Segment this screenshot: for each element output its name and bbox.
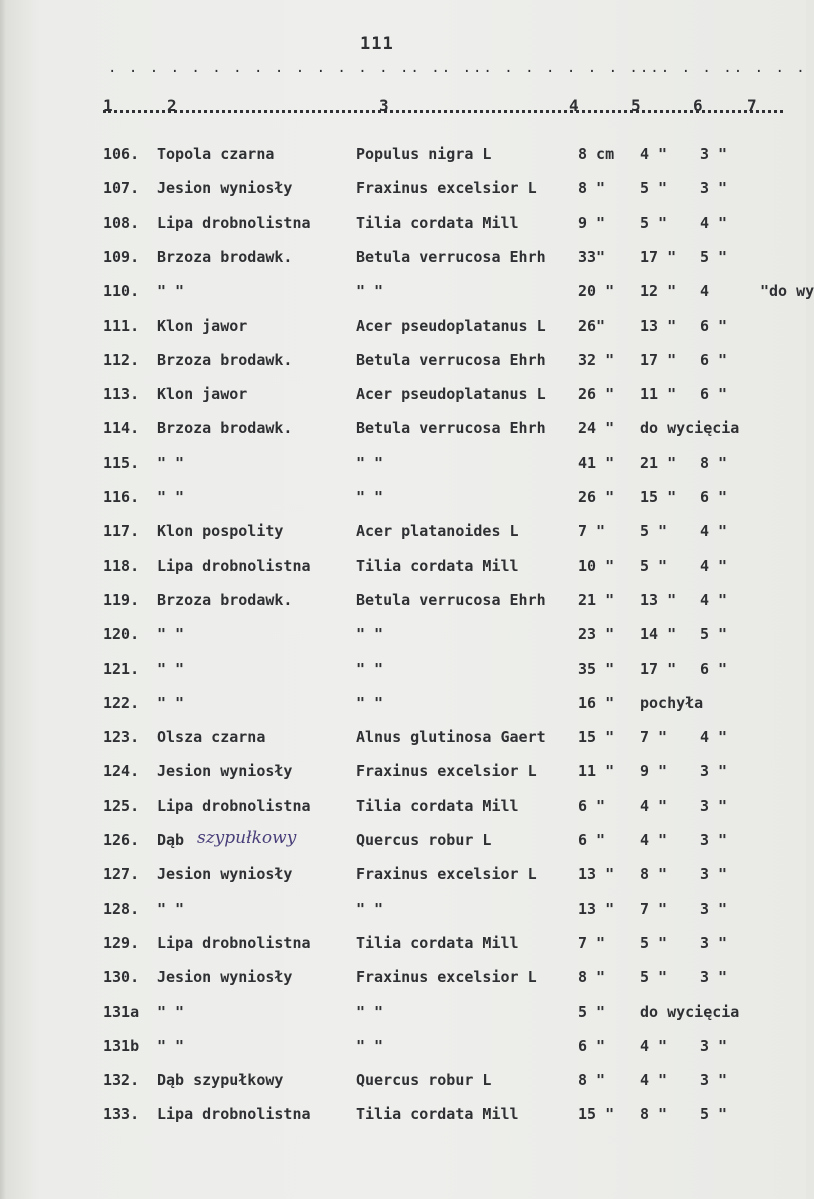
polish-name: " " bbox=[157, 625, 185, 644]
diameter-value: 32 " bbox=[578, 350, 615, 369]
crown-value: 3 " bbox=[700, 1036, 728, 1055]
polish-name: Brzoza brodawk. bbox=[157, 247, 293, 266]
table-row bbox=[0, 934, 806, 968]
diameter-value: 6 " bbox=[578, 796, 606, 815]
table-row bbox=[0, 1105, 806, 1139]
table-row bbox=[0, 351, 806, 385]
diameter-value: 26 " bbox=[578, 488, 615, 506]
latin-name: " " bbox=[356, 282, 384, 301]
diameter-value: 5 " bbox=[578, 1002, 606, 1021]
row-number: 130. bbox=[103, 968, 140, 987]
diameter-value: 6 " bbox=[578, 831, 606, 849]
header-dotted-line bbox=[103, 110, 783, 113]
row-number: 132. bbox=[103, 1071, 140, 1090]
height-value: 4 " bbox=[640, 1036, 668, 1055]
table-row bbox=[0, 419, 806, 453]
row-number: 129. bbox=[103, 933, 140, 952]
height-value: 13 " bbox=[640, 590, 677, 609]
diameter-value: 15 " bbox=[578, 1105, 615, 1124]
polish-name: Olsza czarna bbox=[157, 728, 266, 747]
polish-name: Lipa drobnolistna bbox=[157, 933, 311, 952]
latin-name: " " bbox=[356, 625, 384, 644]
row-number: 119. bbox=[103, 590, 140, 609]
latin-name: Quercus robur L bbox=[356, 831, 492, 849]
page-number: 111 bbox=[360, 34, 394, 54]
diameter-value: 26" bbox=[578, 316, 606, 335]
height-value: do wycięcia bbox=[640, 419, 740, 438]
polish-name: Brzoza brodawk. bbox=[157, 419, 293, 438]
column-number-1: 1 bbox=[103, 96, 113, 115]
height-value: pochyła bbox=[640, 693, 704, 712]
latin-name: " " bbox=[356, 693, 384, 712]
height-value: 14 " bbox=[640, 625, 677, 644]
note-value: "do wy bbox=[760, 282, 814, 301]
diameter-value: 7 " bbox=[578, 522, 606, 541]
table-row bbox=[0, 248, 806, 282]
table-row bbox=[0, 1037, 806, 1071]
height-value: 17 " bbox=[640, 247, 677, 266]
polish-name: Klon pospolity bbox=[157, 522, 284, 541]
height-value: 17 " bbox=[640, 350, 677, 369]
height-value: 5 " bbox=[640, 933, 668, 952]
crown-value: 4 " bbox=[700, 728, 728, 747]
height-value: 5 " bbox=[640, 522, 668, 541]
table-row bbox=[0, 488, 806, 522]
diameter-value: 7 " bbox=[578, 933, 606, 952]
latin-name: " " bbox=[356, 899, 384, 918]
latin-name: Betula verrucosa Ehrh bbox=[356, 590, 546, 609]
height-value: 7 " bbox=[640, 728, 668, 747]
polish-name: Jesion wyniosły bbox=[157, 968, 293, 987]
diameter-value: 20 " bbox=[578, 282, 615, 301]
header-dotted-rule: . . . . . . . . . . . . . . .. .. ... . . . . . . .... . . .. . . . bbox=[108, 60, 807, 76]
row-number: 128. bbox=[103, 899, 140, 918]
column-number-4: 4 bbox=[569, 96, 579, 115]
latin-name: Acer pseudoplatanus L bbox=[356, 385, 546, 404]
row-number: 109. bbox=[103, 247, 140, 266]
crown-value: 4 bbox=[700, 282, 710, 301]
column-number-2: 2 bbox=[167, 96, 177, 115]
table-row bbox=[0, 1071, 806, 1105]
table-row bbox=[0, 214, 806, 248]
table-row bbox=[0, 625, 806, 659]
table-row bbox=[0, 968, 806, 1002]
height-value: 4 " bbox=[640, 796, 668, 815]
column-number-6: 6 bbox=[693, 96, 703, 115]
row-number: 122. bbox=[103, 693, 140, 712]
height-value: 4 " bbox=[640, 1071, 668, 1090]
latin-name: Betula verrucosa Ehrh bbox=[356, 350, 546, 369]
latin-name: Tilia cordata Mill bbox=[356, 796, 519, 815]
height-value: 4 " bbox=[640, 145, 668, 163]
row-number: 114. bbox=[103, 419, 140, 438]
row-number: 131a bbox=[103, 1002, 140, 1021]
latin-name: Quercus robur L bbox=[356, 1071, 492, 1090]
crown-value: 3 " bbox=[700, 933, 728, 952]
column-number-5: 5 bbox=[631, 96, 641, 115]
crown-value: 5 " bbox=[700, 1105, 728, 1124]
height-value: 5 " bbox=[640, 213, 668, 232]
row-number: 117. bbox=[103, 522, 140, 541]
height-value: 5 " bbox=[640, 179, 668, 198]
table-row bbox=[0, 762, 806, 796]
diameter-value: 13 " bbox=[578, 865, 615, 884]
table-row bbox=[0, 454, 806, 488]
height-value: 15 " bbox=[640, 488, 677, 506]
polish-name: " " bbox=[157, 1036, 185, 1055]
diameter-value: 8 " bbox=[578, 968, 606, 987]
crown-value: 6 " bbox=[700, 659, 728, 678]
row-number: 111. bbox=[103, 316, 140, 335]
crown-value: 3 " bbox=[700, 796, 728, 815]
diameter-value: 21 " bbox=[578, 590, 615, 609]
crown-value: 3 " bbox=[700, 1071, 728, 1090]
polish-name: Lipa drobnolistna bbox=[157, 1105, 311, 1124]
diameter-value: 10 " bbox=[578, 556, 615, 575]
latin-name: Acer platanoides L bbox=[356, 522, 519, 541]
height-value: 12 " bbox=[640, 282, 677, 301]
table-row bbox=[0, 797, 806, 831]
height-value: 9 " bbox=[640, 762, 668, 781]
polish-name: Klon jawor bbox=[157, 385, 248, 404]
diameter-value: 8 " bbox=[578, 179, 606, 198]
latin-name: " " bbox=[356, 488, 384, 506]
crown-value: 3 " bbox=[700, 865, 728, 884]
crown-value: 3 " bbox=[700, 831, 728, 849]
row-number: 115. bbox=[103, 453, 140, 472]
latin-name: Populus nigra L bbox=[356, 145, 492, 163]
crown-value: 8 " bbox=[700, 453, 728, 472]
table-row bbox=[0, 660, 806, 694]
row-number: 118. bbox=[103, 556, 140, 575]
row-number: 126. bbox=[103, 831, 140, 849]
polish-name: Topola czarna bbox=[157, 145, 275, 163]
row-number: 133. bbox=[103, 1105, 140, 1124]
row-number: 121. bbox=[103, 659, 140, 678]
crown-value: 3 " bbox=[700, 899, 728, 918]
table-row bbox=[0, 900, 806, 934]
polish-name: " " bbox=[157, 659, 185, 678]
latin-name: " " bbox=[356, 1036, 384, 1055]
column-numbers-header bbox=[103, 96, 806, 126]
height-value: do wycięcia bbox=[640, 1002, 740, 1021]
diameter-value: 16 " bbox=[578, 693, 615, 712]
crown-value: 6 " bbox=[700, 488, 728, 506]
polish-name: Jesion wyniosły bbox=[157, 179, 293, 198]
table-row bbox=[0, 522, 806, 556]
row-number: 113. bbox=[103, 385, 140, 404]
row-number: 131b bbox=[103, 1036, 140, 1055]
polish-name: Dąb bbox=[157, 831, 185, 849]
latin-name: Tilia cordata Mill bbox=[356, 933, 519, 952]
polish-name: Jesion wyniosły bbox=[157, 865, 293, 884]
height-value: 13 " bbox=[640, 316, 677, 335]
diameter-value: 11 " bbox=[578, 762, 615, 781]
table-row bbox=[0, 179, 806, 213]
row-number: 125. bbox=[103, 796, 140, 815]
table-row bbox=[0, 385, 806, 419]
diameter-value: 15 " bbox=[578, 728, 615, 747]
crown-value: 6 " bbox=[700, 385, 728, 404]
polish-name: Lipa drobnolistna bbox=[157, 556, 311, 575]
latin-name: Fraxinus excelsior L bbox=[356, 762, 537, 781]
table-row bbox=[0, 557, 806, 591]
crown-value: 4 " bbox=[700, 213, 728, 232]
table-row bbox=[0, 317, 806, 351]
handwritten-annotation: szypułkowy bbox=[197, 828, 297, 848]
height-value: 7 " bbox=[640, 899, 668, 918]
diameter-value: 33" bbox=[578, 247, 606, 266]
polish-name: " " bbox=[157, 488, 185, 506]
diameter-value: 26 " bbox=[578, 385, 615, 404]
table-row bbox=[0, 828, 806, 865]
crown-value: 3 " bbox=[700, 179, 728, 198]
polish-name: Brzoza brodawk. bbox=[157, 590, 293, 609]
crown-value: 3 " bbox=[700, 968, 728, 987]
crown-value: 4 " bbox=[700, 590, 728, 609]
table-row bbox=[0, 728, 806, 762]
height-value: 11 " bbox=[640, 385, 677, 404]
table-row bbox=[0, 591, 806, 625]
latin-name: Fraxinus excelsior L bbox=[356, 179, 537, 198]
row-number: 107. bbox=[103, 179, 140, 198]
latin-name: Fraxinus excelsior L bbox=[356, 865, 537, 884]
latin-name: Acer pseudoplatanus L bbox=[356, 316, 546, 335]
diameter-value: 8 " bbox=[578, 1071, 606, 1090]
height-value: 4 " bbox=[640, 831, 668, 849]
height-value: 5 " bbox=[640, 556, 668, 575]
latin-name: " " bbox=[356, 659, 384, 678]
polish-name: Klon jawor bbox=[157, 316, 248, 335]
crown-value: 5 " bbox=[700, 247, 728, 266]
latin-name: Betula verrucosa Ehrh bbox=[356, 419, 546, 438]
crown-value: 4 " bbox=[700, 556, 728, 575]
latin-name: Alnus glutinosa Gaert bbox=[356, 728, 546, 747]
latin-name: Tilia cordata Mill bbox=[356, 1105, 519, 1124]
polish-name: " " bbox=[157, 453, 185, 472]
diameter-value: 41 " bbox=[578, 453, 615, 472]
latin-name: Tilia cordata Mill bbox=[356, 556, 519, 575]
table-row bbox=[0, 865, 806, 899]
row-number: 106. bbox=[103, 145, 140, 163]
height-value: 17 " bbox=[640, 659, 677, 678]
diameter-value: 6 " bbox=[578, 1036, 606, 1055]
row-number: 127. bbox=[103, 865, 140, 884]
polish-name: Brzoza brodawk. bbox=[157, 350, 293, 369]
latin-name: " " bbox=[356, 453, 384, 472]
row-number: 110. bbox=[103, 282, 140, 301]
polish-name: " " bbox=[157, 1002, 185, 1021]
table-row bbox=[0, 694, 806, 728]
row-number: 124. bbox=[103, 762, 140, 781]
crown-value: 3 " bbox=[700, 762, 728, 781]
crown-value: 4 " bbox=[700, 522, 728, 541]
row-number: 112. bbox=[103, 350, 140, 369]
diameter-value: 23 " bbox=[578, 625, 615, 644]
diameter-value: 35 " bbox=[578, 659, 615, 678]
polish-name: Dąb szypułkowy bbox=[157, 1071, 284, 1090]
latin-name: " " bbox=[356, 1002, 384, 1021]
diameter-value: 8 cm bbox=[578, 145, 615, 163]
height-value: 5 " bbox=[640, 968, 668, 987]
crown-value: 6 " bbox=[700, 316, 728, 335]
crown-value: 3 " bbox=[700, 145, 728, 163]
height-value: 8 " bbox=[640, 1105, 668, 1124]
height-value: 21 " bbox=[640, 453, 677, 472]
polish-name: " " bbox=[157, 282, 185, 301]
polish-name: Jesion wyniosły bbox=[157, 762, 293, 781]
polish-name: Lipa drobnolistna bbox=[157, 796, 311, 815]
diameter-value: 24 " bbox=[578, 419, 615, 438]
column-number-7: 7 bbox=[747, 96, 757, 115]
table-row bbox=[0, 282, 814, 316]
table-row bbox=[0, 145, 806, 179]
row-number: 116. bbox=[103, 488, 140, 506]
table-row bbox=[0, 1003, 806, 1037]
crown-value: 5 " bbox=[700, 625, 728, 644]
row-number: 120. bbox=[103, 625, 140, 644]
crown-value: 6 " bbox=[700, 350, 728, 369]
height-value: 8 " bbox=[640, 865, 668, 884]
polish-name: " " bbox=[157, 899, 185, 918]
row-number: 108. bbox=[103, 213, 140, 232]
diameter-value: 9 " bbox=[578, 213, 606, 232]
latin-name: Tilia cordata Mill bbox=[356, 213, 519, 232]
latin-name: Fraxinus excelsior L bbox=[356, 968, 537, 987]
column-number-3: 3 bbox=[379, 96, 389, 115]
row-number: 123. bbox=[103, 728, 140, 747]
latin-name: Betula verrucosa Ehrh bbox=[356, 247, 546, 266]
polish-name: Lipa drobnolistna bbox=[157, 213, 311, 232]
polish-name: " " bbox=[157, 693, 185, 712]
diameter-value: 13 " bbox=[578, 899, 615, 918]
